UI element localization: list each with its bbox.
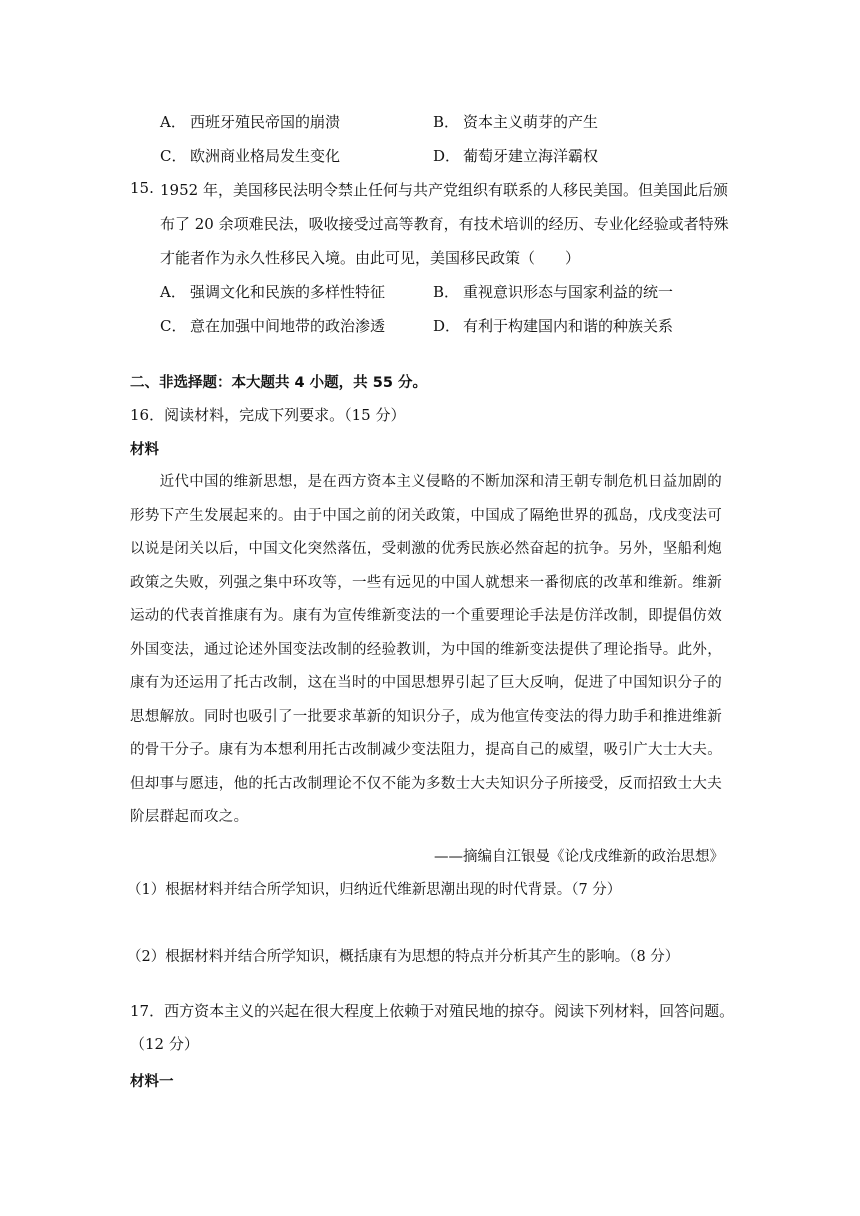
q14-option-d <box>433 145 598 166</box>
material-line: 阶层群起而攻之。 <box>130 809 249 825</box>
option-text: 有利于构建国内和谐的种族关系 <box>463 317 674 335</box>
option-text: 资本主义萌芽的产生 <box>463 113 599 131</box>
material-line: 的骨干分子。康有为本想利用托古改制减少变法阻力，提高自己的威望，吸引广大士大夫。 <box>130 742 722 758</box>
option-letter: A． <box>160 283 186 301</box>
q17-stem-line-2: （12 分） <box>130 1035 199 1053</box>
option-letter: C． <box>160 147 187 165</box>
option-text: 强调文化和民族的多样性特征 <box>190 283 386 301</box>
q14-option-a <box>160 111 340 132</box>
option-text: 西班牙殖民帝国的崩溃 <box>190 113 341 131</box>
material-line: 运动的代表首推康有为。康有为宣传维新变法的一个重要理论手法是仿洋改制，即提倡仿效 <box>130 608 722 624</box>
option-text: 意在加强中间地带的政治渗透 <box>190 317 386 335</box>
q15-stem-line-1: 1952 年，美国移民法明令禁止任何与共产党组织有联系的人移民美国。但美国此后颁 <box>160 181 728 199</box>
q14-option-c <box>160 145 340 166</box>
q15-option-d <box>433 315 673 336</box>
q14-option-b <box>433 111 598 132</box>
option-letter: B． <box>433 113 460 131</box>
material-line: 康有为还运用了托古改制，这在当时的中国思想界引起了巨大反响，促进了中国知识分子的 <box>130 675 722 691</box>
option-text: 葡萄牙建立海洋霸权 <box>463 147 599 165</box>
option-letter: B． <box>433 283 460 301</box>
q16-material-source: ——摘编自江银曼《论戊戌维新的政治思想》 <box>434 849 724 865</box>
option-letter: A． <box>160 113 186 131</box>
q16-material-label: 材料 <box>130 442 159 458</box>
q15-option-b <box>433 281 673 302</box>
q15-option-c <box>160 315 385 336</box>
material-line: 外国变法，通过论述外国变法改制的经验教训，为中国的维新变法提供了理论指导。此外， <box>130 641 722 658</box>
option-text: 重视意识形态与国家利益的统一 <box>463 283 674 301</box>
material-line: 但却事与愿违，他的托古改制理论不仅不能为多数士大夫知识分子所接受，反而招致士大夫 <box>130 775 722 792</box>
material-line: 近代中国的维新思想，是在西方资本主义侵略的不断加深和清王朝专制危机日益加剧的 <box>130 474 722 490</box>
q16-intro: 16．阅读材料，完成下列要求。（15 分） <box>130 406 406 424</box>
option-letter: D． <box>433 147 461 165</box>
q17-stem-line-1: 17．西方资本主义的兴起在很大程度上依赖于对殖民地的掠夺。阅读下列材料，回答问题。 <box>130 1002 735 1020</box>
option-letter: D． <box>433 317 461 335</box>
material-line: 形势下产生发展起来的。由于中国之前的闭关政策，中国成了隔绝世界的孤岛，戊戌变法可 <box>130 507 722 524</box>
option-text: 欧洲商业格局发生变化 <box>190 147 341 165</box>
q15-stem-line-3: 才能者作为永久性移民入境。由此可见，美国移民政策（ ） <box>160 249 581 267</box>
q15-stem-line-2: 布了 20 余项难民法，吸收接受过高等教育，有技术培训的经历、专业化经验或者特殊 <box>160 215 729 233</box>
option-letter: C． <box>160 317 187 335</box>
material-line: 政策之失败，列强之集中环攻等，一些有远见的中国人就想来一番彻底的改革和维新。维新 <box>130 574 722 591</box>
q17-material-label: 材料一 <box>130 1074 174 1090</box>
q16-subquestion-2: （2）根据材料并结合所学知识，概括康有为思想的特点并分析其产生的影响。（8 分） <box>127 949 680 965</box>
material-line: 思想解放。同时也吸引了一批要求革新的知识分子，成为他宣传变法的得力助手和推进维新 <box>130 708 722 725</box>
q15-number: 15. <box>130 179 154 197</box>
material-line: 以说是闭关以后，中国文化突然落伍，受刺激的优秀民族必然奋起的抗争。另外，坚船利炮 <box>130 541 722 557</box>
q16-material-paragraph <box>130 466 730 835</box>
section-heading: 二、非选择题：本大题共 4 小题，共 55 分。 <box>130 375 427 391</box>
q15-option-a <box>160 281 385 302</box>
q16-subquestion-1: （1）根据材料并结合所学知识，归纳近代维新思潮出现的时代背景。（7 分） <box>127 882 622 898</box>
